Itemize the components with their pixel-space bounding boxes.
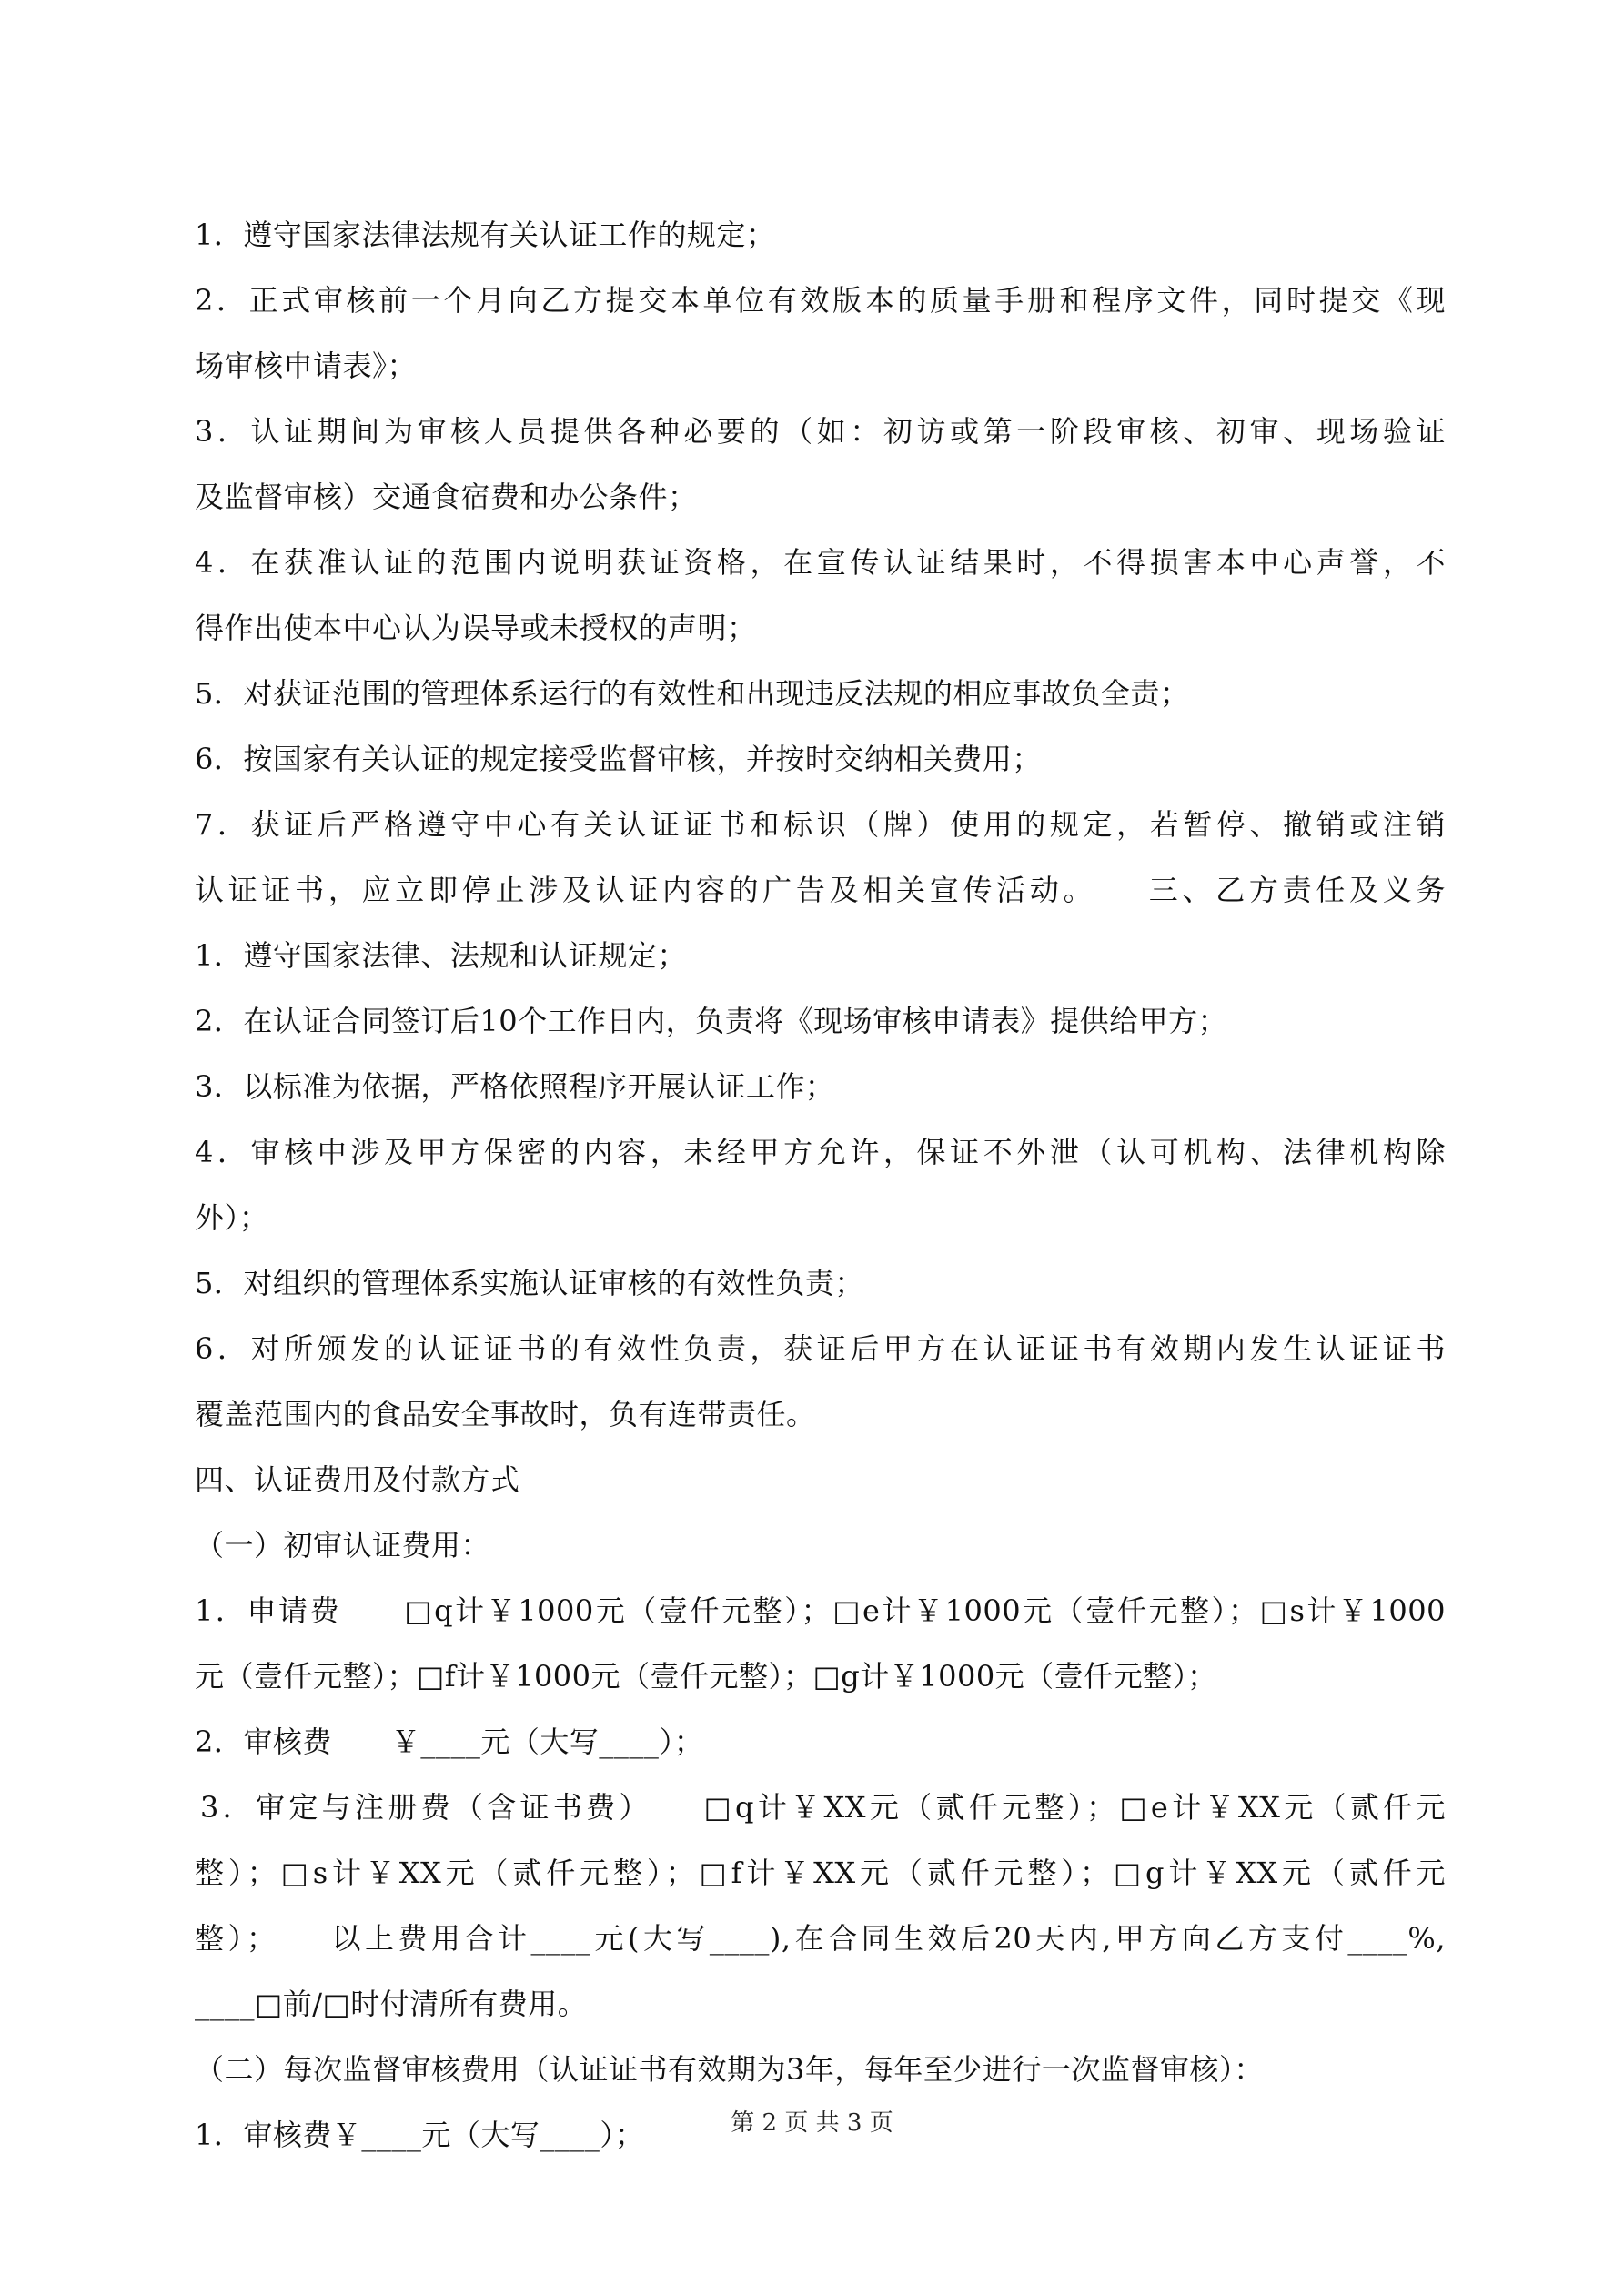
text-line: 覆盖范围内的食品安全事故时，负有连带责任。 <box>195 1397 816 1431</box>
text-line: 5．对获证范围的管理体系运行的有效性和出现违反法规的相应事故负全责； <box>195 676 1190 711</box>
text-line: 1．审核费￥____元（大写____）； <box>195 2118 645 2152</box>
text-line: 认证证书，应立即停止涉及认证内容的广告及相关宣传活动。 三、乙方责任及义务 <box>195 873 1446 907</box>
text-line: 外）； <box>195 1200 269 1235</box>
text-line: 2．正式审核前一个月向乙方提交本单位有效版本的质量手册和程序文件，同时提交《现 <box>195 283 1446 318</box>
text-line: 1．申请费 □q计￥1000元（壹仟元整）；□e计￥1000元（壹仟元整）；□s计￥1000 <box>195 1593 1446 1628</box>
text-line: 4．在获准认证的范围内说明获证资格，在宣传认证结果时，不得损害本中心声誉，不 <box>195 545 1446 580</box>
text-line: 2．审核费 ￥____元（大写____）； <box>195 1725 704 1759</box>
text-line: 6．对所颁发的认证证书的有效性负责，获证后甲方在认证证书有效期内发生认证证书 <box>195 1331 1446 1366</box>
text-line: 元（壹仟元整）；□f计￥1000元（壹仟元整）；□g计￥1000元（壹仟元整）； <box>195 1659 1217 1694</box>
text-line: 3．认证期间为审核人员提供各种必要的（如：初访或第一阶段审核、初审、现场验证 <box>195 414 1446 449</box>
text-line: 2．在认证合同签订后10个工作日内，负责将《现场审核申请表》提供给甲方； <box>195 1004 1228 1038</box>
text-line: 整）；□s计￥XX元（贰仟元整）；□f计￥XX元（贰仟元整）；□g计￥XX元（贰仟元 <box>195 1856 1446 1890</box>
text-line: 1．遵守国家法律、法规和认证规定； <box>195 938 687 973</box>
text-line: 1．遵守国家法律法规有关认证工作的规定； <box>195 217 776 252</box>
text-line: 得作出使本中心认为误导或未授权的声明； <box>195 611 757 645</box>
page-number-footer: 第 2 页 共 3 页 <box>731 2109 893 2137</box>
text-line: 3．审定与注册费（含证书费） □q计￥XX元（贰仟元整）；□e计￥XX元（贰仟元 <box>200 1790 1446 1825</box>
text-line: 5．对组织的管理体系实施认证审核的有效性负责； <box>195 1266 864 1300</box>
text-line: 4．审核中涉及甲方保密的内容，未经甲方允许，保证不外泄（认可机构、法律机构除 <box>195 1135 1446 1169</box>
text-line: ____□前/□时付清所有费用。 <box>195 1987 588 2021</box>
subsection-heading: （一）初审认证费用： <box>195 1528 491 1563</box>
text-line: 场审核申请表》； <box>195 349 418 383</box>
text-line: 3．以标准为依据，严格依照程序开展认证工作； <box>195 1069 835 1104</box>
section-heading: 四、认证费用及付款方式 <box>195 1462 520 1497</box>
text-line: 6．按国家有关认证的规定接受监督审核，并按时交纳相关费用； <box>195 742 1042 776</box>
text-line: 7．获证后严格遵守中心有关认证证书和标识（牌）使用的规定，若暂停、撤销或注销 <box>195 807 1446 842</box>
text-line: 整）； 以上费用合计____元(大写____),在合同生效后20天内,甲方向乙方支付____%, <box>195 1921 1446 1956</box>
subsection-heading: （二）每次监督审核费用（认证证书有效期为3年，每年至少进行一次监督审核）： <box>195 2052 1264 2087</box>
text-line: 及监督审核）交通食宿费和办公条件； <box>195 480 698 514</box>
document-body <box>195 202 1446 2168</box>
